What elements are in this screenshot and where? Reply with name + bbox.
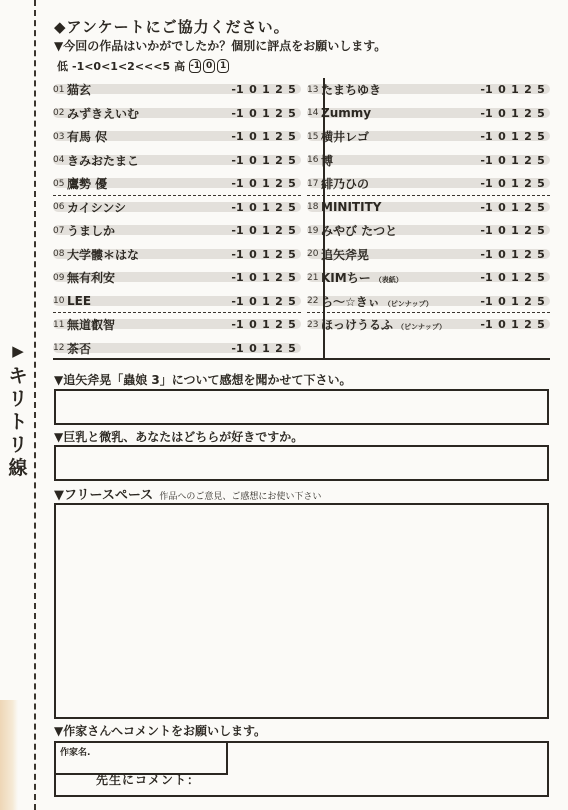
score-option[interactable]: 2	[524, 153, 532, 167]
score-options	[235, 154, 297, 167]
score-options	[235, 83, 297, 96]
free-space-box[interactable]	[54, 503, 549, 719]
author-name	[67, 152, 235, 169]
score-option[interactable]: - 1	[484, 248, 494, 261]
score-option[interactable]: 1	[262, 83, 270, 97]
score-option[interactable]: 5	[537, 83, 545, 97]
author-name-text: 横井レゴ	[321, 130, 370, 145]
author-name-text: 無有利安	[67, 271, 116, 286]
score-option[interactable]: 1	[262, 130, 270, 144]
score-option[interactable]: 2	[275, 224, 283, 238]
work-number: 13	[307, 84, 319, 95]
table-row	[53, 266, 301, 290]
score-option[interactable]: 0	[498, 130, 506, 144]
score-options	[235, 271, 297, 284]
score-option[interactable]: 5	[288, 318, 296, 332]
score-option[interactable]: - 1	[484, 224, 494, 237]
score-option[interactable]: - 1	[484, 154, 494, 167]
score-option[interactable]: 5	[288, 224, 296, 238]
score-option[interactable]: - 1	[235, 248, 245, 261]
score-option[interactable]: 2	[524, 294, 532, 308]
score-options	[484, 224, 546, 237]
score-option[interactable]: 2	[275, 247, 283, 261]
author-name	[321, 246, 484, 263]
cut-line	[34, 0, 36, 810]
score-options	[484, 177, 546, 190]
score-option[interactable]: 5	[537, 271, 545, 285]
score-option[interactable]: - 1	[235, 130, 245, 143]
work-number: 04	[53, 155, 65, 166]
score-option[interactable]: 2	[275, 200, 283, 214]
score-options	[235, 295, 297, 308]
score-option[interactable]: 1	[511, 247, 519, 261]
author-name-text: 追矢斧晃	[321, 247, 370, 262]
author-name	[321, 222, 484, 239]
score-option[interactable]: 2	[275, 130, 283, 144]
author-name	[321, 175, 484, 192]
author-name-text: 鷹勢 優	[67, 177, 108, 192]
author-name-text: ら～☆きぃ	[321, 294, 380, 309]
work-number: 02	[53, 108, 65, 119]
table-row	[53, 337, 301, 361]
score-option[interactable]: - 1	[235, 342, 245, 355]
score-option[interactable]: - 1	[484, 295, 494, 308]
score-option[interactable]: 0	[249, 83, 257, 97]
score-option[interactable]: - 1	[484, 107, 494, 120]
question-2: ▼巨乳と微乳、あなたはどちらが好きですか。	[54, 430, 304, 444]
score-option[interactable]: 0	[498, 224, 506, 238]
score-option[interactable]: 5	[537, 200, 545, 214]
score-option[interactable]: 5	[288, 153, 296, 167]
author-name	[321, 81, 484, 98]
score-option[interactable]: 1	[511, 224, 519, 238]
author-name	[67, 316, 235, 333]
score-options	[235, 224, 297, 237]
scale-high-label: 高	[174, 60, 186, 73]
score-option[interactable]: 5	[537, 153, 545, 167]
author-name-text: Zummy	[321, 106, 372, 121]
scale-low-label: 低	[57, 60, 68, 73]
score-option[interactable]: 0	[249, 224, 257, 238]
author-name	[321, 269, 484, 286]
score-option[interactable]: - 1	[235, 107, 245, 120]
score-option[interactable]: 1	[262, 318, 270, 332]
author-name-text: KIMちー	[321, 271, 371, 286]
work-number: 07	[53, 225, 65, 236]
score-option[interactable]: 5	[537, 247, 545, 261]
author-name-text: たまちゆき	[321, 83, 382, 98]
score-option[interactable]: 5	[537, 224, 545, 238]
cut-line-char: リ	[8, 388, 28, 410]
author-name	[67, 81, 235, 98]
score-option[interactable]: - 1	[235, 271, 245, 284]
score-option[interactable]: 2	[275, 318, 283, 332]
work-number: 22	[307, 296, 319, 307]
score-option[interactable]: - 1	[484, 83, 494, 96]
rating-scale-legend	[57, 57, 229, 75]
score-option[interactable]: 0	[498, 83, 506, 97]
score-options	[484, 107, 546, 120]
score-option[interactable]: - 1	[484, 177, 494, 190]
work-number: 05	[53, 178, 65, 189]
author-name	[321, 128, 484, 145]
answer-box-1[interactable]	[54, 389, 549, 425]
work-number: 03	[53, 131, 65, 142]
author-name	[67, 340, 235, 357]
author-name-text: 猫玄	[67, 83, 92, 98]
score-options	[235, 248, 297, 261]
score-option[interactable]: - 1	[235, 295, 245, 308]
score-option[interactable]: 5	[288, 106, 296, 120]
work-number: 06	[53, 202, 65, 213]
score-options	[484, 83, 546, 96]
work-number: 11	[53, 319, 65, 330]
score-option[interactable]: 0	[498, 153, 506, 167]
triangle-right-icon: ▶	[12, 342, 24, 360]
score-option[interactable]: 5	[288, 247, 296, 261]
table-row	[307, 149, 550, 173]
author-name-text: 緋乃ひの	[321, 177, 370, 192]
table-row	[307, 219, 550, 243]
score-option[interactable]: - 1	[484, 201, 494, 214]
score-option[interactable]: 0	[249, 106, 257, 120]
score-option[interactable]: 1	[262, 224, 270, 238]
author-name	[67, 199, 235, 216]
author-name-text: みやび たつと	[321, 224, 398, 239]
score-option[interactable]: 1	[511, 153, 519, 167]
score-option[interactable]: 2	[524, 247, 532, 261]
table-row	[53, 172, 301, 196]
author-name-text: ほっけうるふ	[321, 318, 394, 333]
author-name	[67, 246, 235, 263]
author-name-field[interactable]	[54, 741, 228, 775]
score-option[interactable]: 1	[511, 130, 519, 144]
score-options	[484, 154, 546, 167]
author-name-text: カイシンシ	[67, 200, 127, 215]
score-option[interactable]: 1	[262, 341, 270, 355]
score-option[interactable]: - 1	[484, 271, 494, 284]
rating-table	[53, 78, 550, 360]
score-option[interactable]: 5	[288, 130, 296, 144]
score-option[interactable]: - 1	[235, 201, 245, 214]
score-option[interactable]: 5	[537, 294, 545, 308]
author-name	[321, 106, 484, 120]
author-name-text: うましか	[67, 224, 116, 239]
author-name-text: みずきえいむ	[67, 106, 140, 121]
work-number: 17	[307, 178, 319, 189]
score-option[interactable]: 2	[524, 177, 532, 191]
score-option[interactable]: 1	[511, 200, 519, 214]
score-option[interactable]: 0	[249, 153, 257, 167]
scale-levels: -1<0<1<2<<<5	[72, 59, 171, 73]
author-name	[67, 128, 235, 145]
author-name-text: 博	[321, 153, 334, 168]
author-note: （表紙）	[374, 276, 403, 285]
score-option[interactable]: 5	[537, 106, 545, 120]
author-comment-heading: ▼作家さんへコメントをお願いします。	[54, 724, 267, 738]
author-name	[321, 200, 484, 214]
work-number: 21	[307, 272, 319, 283]
score-option[interactable]: 2	[275, 294, 283, 308]
score-options	[484, 271, 546, 284]
author-name	[67, 294, 235, 308]
work-number: 01	[53, 84, 65, 95]
score-options	[235, 177, 297, 190]
table-row	[53, 196, 301, 220]
author-comment-label: 先生にコメント：	[96, 773, 201, 787]
score-option[interactable]: 1	[511, 177, 519, 191]
free-space-note: 作品へのご意見、ご感想にお使い下さい	[159, 492, 322, 502]
author-name	[67, 222, 235, 239]
author-name-text: 茶否	[67, 341, 92, 356]
table-row	[53, 219, 301, 243]
score-option[interactable]: - 1	[235, 154, 245, 167]
score-option[interactable]: 5	[537, 318, 545, 332]
work-number: 09	[53, 272, 65, 283]
author-name	[67, 105, 235, 122]
author-name-text: MINITITY	[321, 200, 382, 215]
score-option[interactable]: 0	[249, 318, 257, 332]
score-option[interactable]: 2	[524, 200, 532, 214]
table-bottom-border	[53, 358, 550, 360]
score-option[interactable]: 2	[524, 106, 532, 120]
cut-line-label	[6, 340, 30, 480]
score-option[interactable]: 1	[262, 200, 270, 214]
score-option[interactable]: 1	[511, 83, 519, 97]
page-edge-shadow	[0, 700, 18, 810]
score-options	[484, 295, 546, 308]
score-options	[235, 201, 297, 214]
score-option[interactable]: 2	[275, 83, 283, 97]
author-name	[67, 269, 235, 286]
score-options	[484, 201, 546, 214]
score-options	[484, 130, 546, 143]
work-number: 14	[307, 108, 319, 119]
score-option[interactable]: 2	[524, 224, 532, 238]
author-name	[321, 152, 484, 169]
work-number: 08	[53, 249, 65, 260]
work-number: 10	[53, 296, 65, 307]
score-option[interactable]: 1	[511, 294, 519, 308]
score-option[interactable]: 0	[498, 200, 506, 214]
author-note: （ピンナップ）	[397, 323, 446, 332]
score-option[interactable]: 1	[262, 177, 270, 191]
table-row	[53, 313, 301, 337]
score-options	[484, 248, 546, 261]
score-option[interactable]: 5	[288, 341, 296, 355]
author-name	[321, 316, 484, 333]
score-option[interactable]: 0	[498, 271, 506, 285]
score-option[interactable]: - 1	[235, 224, 245, 237]
score-options	[484, 318, 546, 331]
table-row	[307, 266, 550, 290]
score-option[interactable]: 2	[524, 130, 532, 144]
badge-minus-one: -1	[190, 61, 201, 71]
cut-line-char: リ	[8, 434, 28, 456]
table-row	[53, 290, 301, 314]
badge-zero: 0	[203, 59, 215, 73]
work-number: 12	[53, 343, 65, 354]
score-option[interactable]: 1	[262, 247, 270, 261]
table-row	[307, 313, 550, 337]
score-options	[235, 318, 297, 331]
table-row	[53, 102, 301, 126]
score-option[interactable]: 0	[498, 247, 506, 261]
work-number: 19	[307, 225, 319, 236]
table-row	[307, 290, 550, 314]
work-number: 20	[307, 249, 319, 260]
free-space-heading	[54, 484, 321, 503]
score-option[interactable]: 2	[275, 271, 283, 285]
score-option[interactable]: 5	[288, 177, 296, 191]
work-number: 16	[307, 155, 319, 166]
cut-line-char: キ	[8, 365, 28, 387]
table-row	[307, 243, 550, 267]
author-name-text: 無道叡智	[67, 318, 116, 333]
table-row	[53, 243, 301, 267]
table-column-divider	[323, 78, 325, 360]
score-options	[235, 107, 297, 120]
author-name-label: 作家名.	[60, 748, 91, 758]
score-option[interactable]: 0	[498, 318, 506, 332]
table-row	[53, 125, 301, 149]
score-option[interactable]: 2	[275, 106, 283, 120]
score-option[interactable]: 0	[249, 130, 257, 144]
author-name-text: LEE	[67, 294, 92, 309]
score-option[interactable]: - 1	[484, 318, 494, 331]
score-option[interactable]: - 1	[235, 177, 245, 190]
score-option[interactable]: 0	[249, 294, 257, 308]
table-row	[53, 149, 301, 173]
score-option[interactable]: - 1	[484, 130, 494, 143]
rating-instructions: ▼今回の作品はいかがでしたか？個別に評点をお願いします。	[54, 39, 387, 53]
score-option[interactable]: 0	[498, 294, 506, 308]
table-row	[307, 78, 550, 102]
score-option[interactable]: 0	[249, 341, 257, 355]
score-option[interactable]: - 1	[235, 83, 245, 96]
table-row	[53, 78, 301, 102]
table-row	[307, 102, 550, 126]
score-option[interactable]: 1	[262, 294, 270, 308]
score-option[interactable]: 0	[498, 177, 506, 191]
score-option[interactable]: 0	[249, 177, 257, 191]
work-number: 18	[307, 202, 319, 213]
table-row	[307, 125, 550, 149]
score-options	[235, 130, 297, 143]
score-option[interactable]: 2	[524, 271, 532, 285]
score-option[interactable]: 5	[288, 294, 296, 308]
score-options	[235, 342, 297, 355]
score-option[interactable]: 0	[249, 247, 257, 261]
author-name	[321, 293, 484, 310]
score-option[interactable]: 1	[262, 106, 270, 120]
score-option[interactable]: 1	[262, 271, 270, 285]
score-option[interactable]: 5	[537, 130, 545, 144]
score-option[interactable]: 2	[275, 153, 283, 167]
score-option[interactable]: 0	[498, 106, 506, 120]
work-number: 23	[307, 319, 319, 330]
badge-one: 1	[217, 59, 229, 73]
work-number: 15	[307, 131, 319, 142]
score-option[interactable]: 5	[288, 271, 296, 285]
author-name-text: 大学髏＊はな	[67, 247, 140, 262]
table-row	[307, 172, 550, 196]
score-option[interactable]: 5	[288, 200, 296, 214]
author-name-text: 有馬 侭	[67, 130, 108, 145]
author-name	[67, 175, 235, 192]
score-option[interactable]: 1	[262, 153, 270, 167]
score-option[interactable]: 1	[511, 318, 519, 332]
score-option[interactable]: 2	[524, 318, 532, 332]
scale-badges	[189, 59, 229, 73]
score-option[interactable]: 0	[249, 200, 257, 214]
score-option[interactable]: 0	[249, 271, 257, 285]
score-option[interactable]: 5	[288, 83, 296, 97]
answer-box-2[interactable]	[54, 445, 549, 481]
author-note: （ピンナップ）	[383, 299, 433, 308]
score-option[interactable]: - 1	[235, 318, 245, 331]
question-1: ▼追矢斧晃「蟲娘 3」について感想を聞かせて下さい。	[54, 373, 352, 387]
table-row	[307, 196, 550, 220]
score-option[interactable]: 2	[275, 177, 283, 191]
score-option[interactable]: 1	[511, 106, 519, 120]
survey-title: ◆アンケートにご協力ください。	[54, 18, 290, 36]
cut-line-char: 線	[8, 457, 28, 479]
author-name-text: きみおたまこ	[67, 153, 140, 168]
cut-line-char: ト	[8, 411, 28, 433]
score-option[interactable]: 2	[524, 83, 532, 97]
free-space-title: ▼フリースペース	[54, 488, 154, 503]
score-option[interactable]: 2	[275, 341, 283, 355]
score-option[interactable]: 5	[537, 177, 545, 191]
score-option[interactable]: 1	[511, 271, 519, 285]
